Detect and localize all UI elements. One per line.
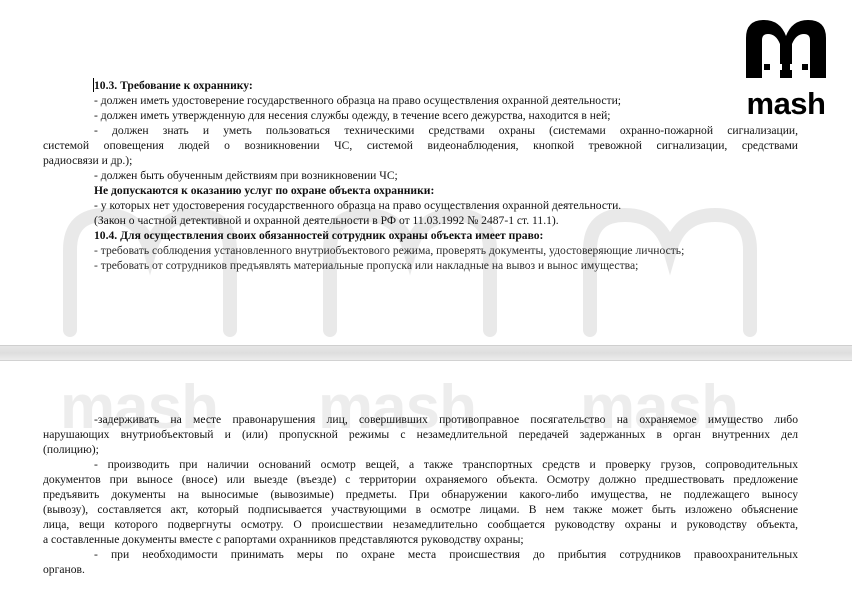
doc-line: радиосвязи и др.);: [43, 154, 133, 167]
watermark-word-1: mash: [60, 373, 218, 442]
doc-line: лица, вещи которого подвергнуты осмотру. О происшествии незамедлительно сообщается руководству охраны и руководству объекта,: [43, 518, 798, 531]
doc-line: - должен иметь удостоверение государственного образца на право осуществления охранной деятельности;: [94, 94, 622, 107]
doc-line: предъявить документы на выносимые (вывозимые) предметы. При обнаружении какого-либо имущества, не подлежащего выносу: [43, 488, 798, 501]
doc-line: документов при выносе (вносе) или выезде (въезде) с территории охраняемого объекта. Осмотру должно предшествовать предложение: [43, 473, 798, 486]
doc-line: - требовать соблюдения установленного внутриобъектового режима, проверять документы, удостоверяющие личность;: [94, 244, 685, 257]
doc-line: системой оповещения людей о возникновении ЧС, системой видеонаблюдения, кнопкой тревожной сигнализации, средствами: [43, 139, 798, 152]
mash-logo-text: mash: [746, 86, 826, 121]
doc-line: - требовать от сотрудников предъявлять материальные пропуска или накладные на вывоз и вынос имущества;: [94, 259, 639, 272]
doc-line: - должен знать и уметь пользоваться техническими средствами охраны (системами охранно-пожарной сигнализации,: [94, 124, 798, 137]
section-heading-10-4: 10.4. Для осуществления своих обязанностей сотрудник охраны объекта имеет право:: [94, 229, 544, 242]
watermark-word-2: mash: [318, 373, 476, 442]
doc-line: органов.: [43, 563, 85, 576]
doc-line: - у которых нет удостоверения государственного образца на право осуществления охранной деятельности.: [94, 199, 622, 212]
subheading-not-allowed: Не допускаются к оказанию услуг по охране объекта охранники:: [94, 184, 435, 197]
doc-line: нарушающих внутриобъектовый и (или) пропускной режимы с незамедлительной передачей задержанных в орган внутренних дел: [43, 428, 798, 441]
doc-line: -задерживать на месте правонарушения лиц, совершивших противоправное посягательство на охраняемое имущество либо: [94, 413, 798, 426]
doc-line: - должен иметь утвержденную для несения службы одежду, в течение всего дежурства, находится в ней;: [94, 109, 611, 122]
page-break: [0, 346, 852, 360]
doc-line: - при необходимости принимать меры по охране места происшествия до прибытия сотрудников правоохранительных: [94, 548, 798, 561]
doc-line: - должен быть обученным действиям при возникновении ЧС;: [94, 169, 398, 182]
doc-line: а составленные документы вместе с рапортами охранников представляются руководству охраны;: [43, 533, 524, 546]
section-heading-10-3: 10.3. Требование к охраннику:: [94, 79, 253, 92]
mash-logo-mark-icon: [740, 14, 832, 86]
doc-line: (вывозу), составляется акт, который подписывается участвующими в осмотре лицами. В нем также может быть изложено объяснение: [43, 503, 798, 516]
doc-line: - производить при наличии оснований осмотр вещей, а также транспортных средств и проверку грузов, сопроводительных: [94, 458, 798, 471]
page-break-edge: [0, 360, 852, 361]
watermark-word-3: mash: [580, 373, 738, 442]
doc-line: (Закон о частной детективной и охранной деятельности в РФ от 11.03.1992 № 2487-1 ст. 11.1).: [94, 214, 559, 227]
doc-line: (полицию);: [43, 443, 99, 456]
